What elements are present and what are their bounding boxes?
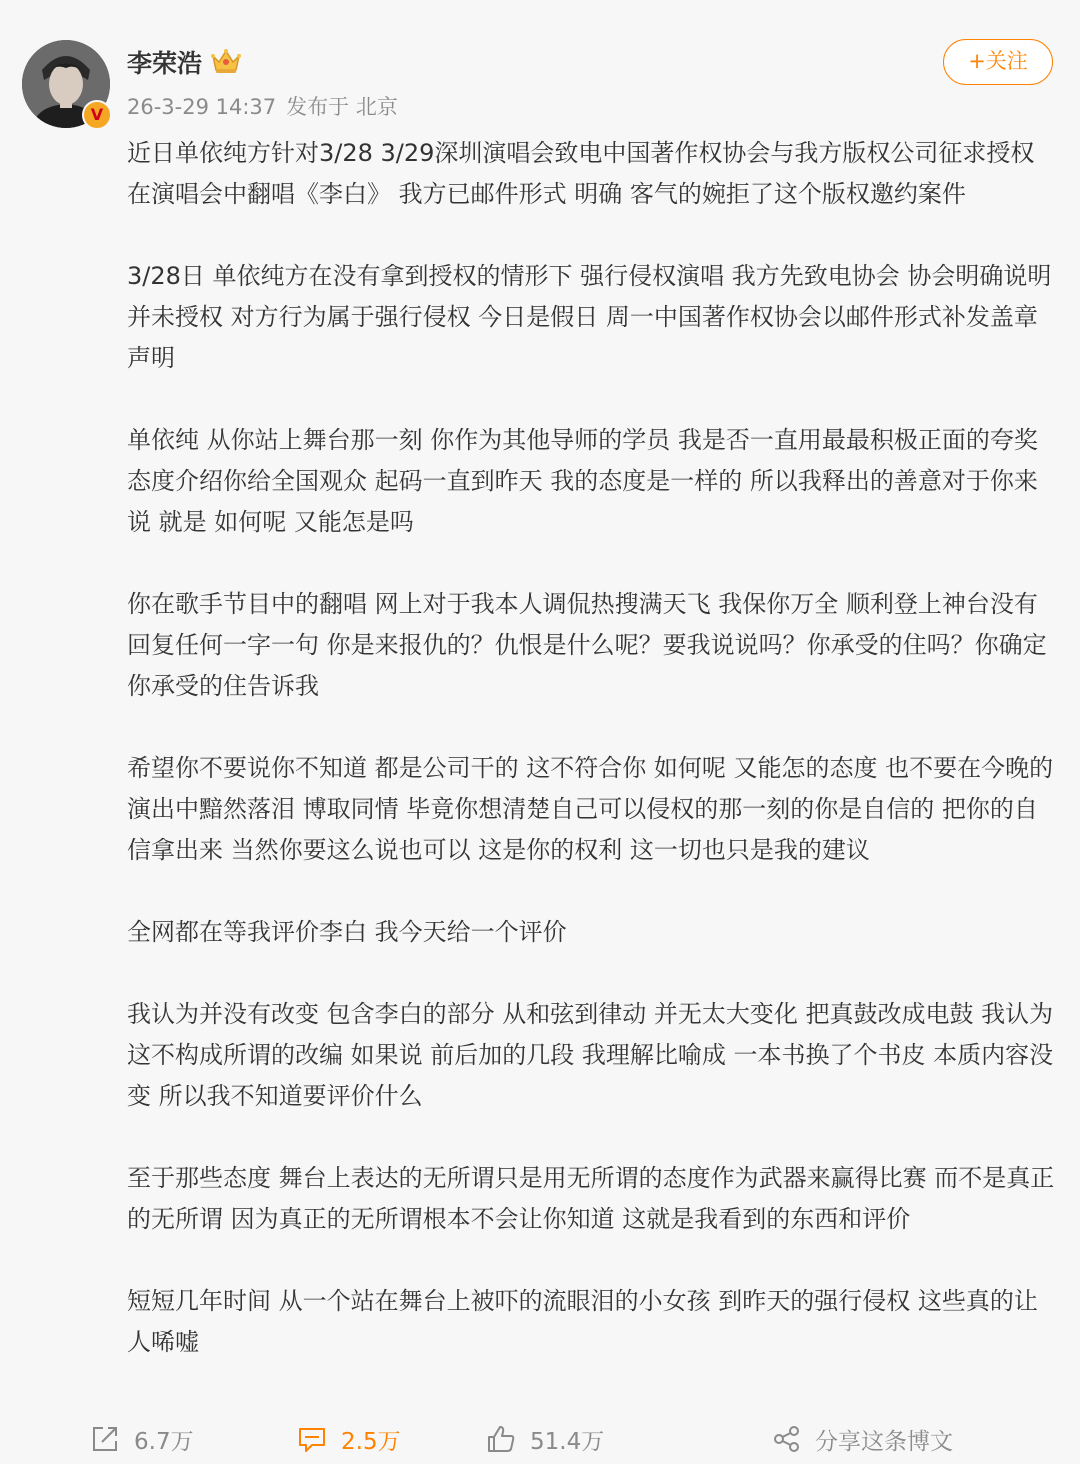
thumbs-up-icon [486, 1424, 516, 1454]
post-meta [127, 91, 398, 121]
author-name[interactable]: 李荣浩 [127, 49, 203, 78]
post-paragraph: 短短几年时间 从一个站在舞台上被吓的流眼泪的小女孩 到昨天的强行侵权 这些真的让人唏嘘 [127, 1287, 1038, 1356]
post-header [0, 0, 1080, 130]
post-source: 发布于 北京 [286, 95, 398, 119]
post-paragraph: 近日单依纯方针对3/28 3/29深圳演唱会致电中国著作权协会与我方版权公司征求授权在演唱会中翻唱《李白》 我方已邮件形式 明确 客气的婉拒了这个版权邀约案件 [127, 139, 1035, 208]
comment-button[interactable] [297, 1422, 401, 1456]
comment-icon [297, 1424, 327, 1454]
post-timestamp: 26-3-29 14:37 [127, 95, 277, 119]
post-paragraph: 3/28日 单依纯方在没有拿到授权的情形下 强行侵权演唱 我方先致电协会 协会明确说明 并未授权 对方行为属于强行侵权 今日是假日 周一中国著作权协会以邮件形式补发盖章声明 [127, 262, 1052, 372]
post-paragraph: 希望你不要说你不知道 都是公司干的 这不符合你 如何呢 又能怎的态度 也不要在今晚的演出中黯然落泪 博取同情 毕竟你想清楚自己可以侵权的那一刻的你是自信的 把你的自信拿出来 当然你要这么说也可以 这是你的权利 这一切也只是我的建议 [127, 754, 1054, 864]
repost-icon [90, 1424, 120, 1454]
post-paragraph: 你在歌手节目中的翻唱 网上对于我本人调侃热搜满天飞 我保你万全 顺利登上神台没有回复任何一字一句 你是来报仇的？仇恨是什么呢？要我说说吗？你承受的住吗？你确定你承受的住告诉我 [127, 590, 1047, 700]
comment-count: 2.5万 [341, 1428, 401, 1455]
post-paragraph: 单依纯 从你站上舞台那一刻 你作为其他导师的学员 我是否一直用最最积极正面的夸奖态度介绍你给全国观众 起码一直到昨天 我的态度是一样的 所以我释出的善意对于你来说 就是 如何呢 又能怎是吗 [127, 426, 1038, 536]
repost-button[interactable] [90, 1422, 194, 1456]
post-paragraph: 全网都在等我评价李白 我今天给一个评价 [127, 918, 567, 946]
repost-count: 6.7万 [134, 1428, 194, 1455]
share-icon [773, 1425, 801, 1453]
action-toolbar [0, 1414, 1080, 1464]
post-content [127, 133, 1057, 1363]
follow-button[interactable]: +关注 [943, 39, 1053, 85]
post-paragraph: 至于那些态度 舞台上表达的无所谓只是用无所谓的态度作为武器来赢得比赛 而不是真正的无所谓 因为真正的无所谓根本不会让你知道 这就是我看到的东西和评价 [127, 1164, 1055, 1233]
post-paragraph: 我认为并没有改变 包含李白的部分 从和弦到律动 并无太大变化 把真鼓改成电鼓 我认为这不构成所谓的改编 如果说 前后加的几段 我理解比喻成 一本书换了个书皮 本质内容没变 所以我不知道要评价什么 [127, 1000, 1054, 1110]
crown-icon [209, 46, 243, 76]
share-label: 分享这条博文 [815, 1428, 953, 1455]
like-button[interactable] [486, 1422, 604, 1456]
share-button[interactable] [773, 1422, 953, 1456]
verified-badge-icon: V [82, 100, 112, 130]
like-count: 51.4万 [530, 1428, 605, 1455]
